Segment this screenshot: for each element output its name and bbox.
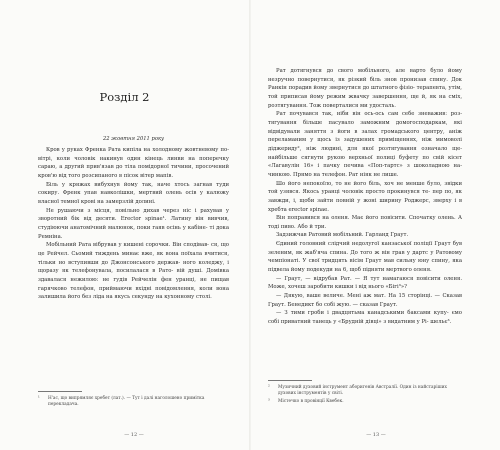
page-number-left: — 12 — (124, 432, 144, 438)
text-line: власної темної крові на замерзлій долині. (38, 198, 156, 205)
text-line: зверху і в хребта erector spinae. (268, 197, 462, 213)
text-line: вітрі, коли чоловік накинув один кінець линви на поперечку (38, 155, 229, 162)
body-text-right (268, 67, 462, 327)
text-line: юну спину, яка підвела йому подекуди на 6, щоб підняти мертвого (268, 258, 463, 274)
text-line: «Лагавулін 16» і пачку печива «Поп-тартс» з шоколадною на- (268, 163, 462, 170)
page-number-right: — 13 — (366, 432, 386, 438)
text-line: сокиру. Френк упав навколішки, мертвий олень осів у калюжу (38, 190, 229, 197)
footnote (268, 385, 462, 398)
text-line: Кров у руках Френка Рата кипіла на холодному жовтневому по- (46, 147, 229, 153)
text-line: Біль у кряжах вибухнув йому так, наче хтось загнав туди (46, 181, 229, 188)
footnotes-right (268, 385, 462, 407)
text-line: незручно повернутися, як різкий біль знов пронизав спину. (268, 76, 448, 83)
paragraph (38, 146, 229, 181)
date-line: 22 жовтня 2011 року (102, 136, 165, 142)
text-line: шельє³. (430, 319, 452, 326)
text-line: Він поправився на оленя. Має його повісити. Спочатку олень. (276, 215, 456, 222)
text-line: переламаним у щось із задушених приміщеннях, ніж мимоволі (268, 137, 462, 144)
text-line: ще й, як на сміх, розтягування. Тож поверталися ми удосталь. (268, 93, 462, 109)
text-line: діджериду², ніж людині, для якої розтягування означало ще- (268, 145, 462, 152)
footnote-text: Музичний духовий інструмент аборигенів Австралії. Один із найстаріших духових інструментів у світі. (278, 385, 447, 397)
text-line: А тоді пиво. Або й три. (268, 215, 462, 230)
text-line: кров'ю від того розсипаного в пісок вітер мапів. (38, 172, 174, 179)
text-line: Не рушаючи з місця, повільно дихав через ніс і рахував (46, 207, 223, 214)
footnotes-left (38, 396, 229, 410)
text-line: вчитися, тільки но вступивши до Джонсонського держав- (38, 250, 229, 266)
right-page (251, 0, 500, 450)
chapter-title: Розділ 2 (99, 90, 150, 104)
paragraph (268, 180, 462, 215)
text-line: ся, що це Рейчел. Сьомий тиждень минає вже, як вона поїхала (38, 242, 229, 257)
footnote-text: Н'ас, що випрямляє хребет (лат.). — Тут і далі наголошено примітка перекладача. (48, 396, 205, 408)
text-line: тягування більше пасувало заможним домогосподаркам, які (268, 119, 462, 126)
paragraph (268, 110, 462, 179)
left-page (0, 0, 249, 450)
text-line: Рат почувався так, ніби він ось-ось сам себе зневажив: роз- (276, 111, 462, 118)
text-line: ті дока Ремніна. (38, 224, 230, 240)
text-line: вій душі. Домівка здавалася нежилою: не гудів Рейчелін фен уранці, (38, 268, 229, 283)
text-line: кухонному столі. (164, 294, 212, 301)
footnote-rule (268, 380, 312, 381)
text-line: оленя. (413, 267, 432, 274)
text-line: пер по, як завжди, і, щоби зайти повній у жоні ширину Роджерс, (268, 189, 462, 204)
text-line: — Дякую, ваше величе. Мені аж мат. На 15 сторінці. — Сказав Граут. (268, 293, 462, 308)
text-line: ємо собі приватний танець у «Брудній дівці» з видатним у Рі- (268, 310, 462, 326)
text-line: у Ратовому чемпіонаті. У свої тридцять вісім Граут мав сильну (268, 249, 462, 265)
footnote-rule (38, 391, 82, 392)
text-line: Мобільний Рата вібрував у кишені сорочки. Він сподівав- (46, 242, 209, 249)
paragraph (38, 181, 229, 207)
text-line: Рат дотягнувся до свого мобільного, але варто було йому (276, 68, 462, 74)
text-line: не пищав гарячково телефон, приймаючи вхідні повідомлення, (38, 276, 229, 292)
text-line: Задзижчав Ратовий мобільний. Гарланд Граут. (276, 232, 409, 239)
text-line: Єдиний головний слідчий недолугої канзаської поліції (276, 241, 433, 248)
text-line: Шо його непокоїло, то не його біль, хоч не менше було, (276, 180, 442, 187)
paragraph (268, 292, 462, 309)
footnote-text: Містечко в провінції Квебек. (278, 399, 344, 405)
footnote-mark: ³ (268, 399, 270, 405)
paragraph (268, 240, 462, 275)
paragraph (268, 214, 462, 231)
paragraph (38, 241, 229, 302)
footnote-mark: ¹ (38, 396, 40, 401)
paragraph (268, 275, 462, 292)
text-line: ного коледжу, і щоразу як телефонувала, посилалася в Рато- (38, 259, 229, 275)
text-line: звідки той узявся. Якось уранці чоловік просто прокинувся те- (268, 180, 462, 196)
paragraph (268, 309, 462, 326)
text-line: Док Ранкін порадив йому звернутися до штатного фізіо- (268, 76, 462, 92)
text-line: відвідували заняття з йоги в залах громадського центру, аніж (268, 128, 462, 135)
paragraph (38, 207, 229, 242)
text-line: у зворотний бік від десяти. Erector spinae¹. Латину він вивчив, (38, 207, 229, 223)
paragraph (268, 231, 462, 240)
text-line: — З тими гроби і двадцятьма канадськими баксами купу- (276, 310, 449, 317)
paragraph (268, 67, 462, 110)
text-line: студіюючи анатомічний малюнок, поки гаяв осінь у кабіне- (38, 224, 208, 231)
text-line: Граут був зеленим, як жаб'яча спина. До того ж він грав у дартс (268, 241, 462, 256)
text-line: Може, хочеш заробити кишки і від нього «Бігі³»? (268, 284, 407, 291)
text-line: коли вона залишила його без ліда на якусь секунду на (38, 285, 229, 301)
text-line: сараю, а другий прив'язав до тіла помідорної тичини, просочений (38, 164, 229, 171)
body-text-left (38, 146, 229, 302)
footnote (268, 399, 462, 405)
text-line: найбільше сягнути рукою верхньої полиці буфету по свій кісет (268, 154, 462, 161)
text-line: чинкою. Прямо на телефон. Рат ніяк не лише. (268, 171, 399, 178)
footnote-mark: ² (268, 385, 270, 390)
text-line: — Граут, — відрубав Рат. — Я тут намагаюся повісити оленя. (276, 275, 462, 282)
text-line: терапевта, утім, той приписав йому режим жвачку завершення, (268, 85, 462, 100)
text-line: Бенедикт бо собі жую. — сказав Граут. (287, 301, 398, 308)
footnote (38, 396, 229, 409)
